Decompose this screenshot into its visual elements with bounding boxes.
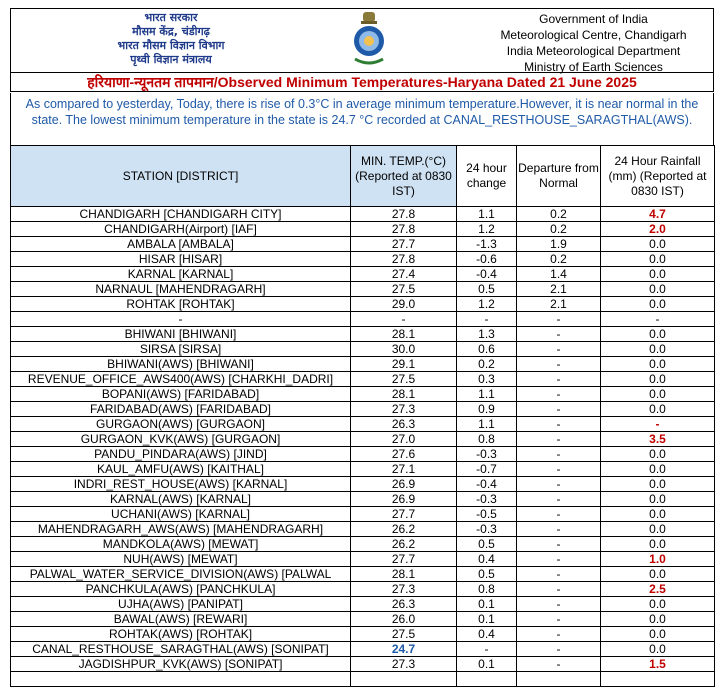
rainfall-cell: 1.0 xyxy=(601,552,715,567)
departure-cell: 1.9 xyxy=(517,237,601,252)
station-cell: JAGDISHPUR_KVK(AWS) [SONIPAT] xyxy=(11,657,351,672)
min-temp-cell: 27.5 xyxy=(351,627,457,642)
change-cell: -0.4 xyxy=(457,477,517,492)
english-line: Ministry of Earth Sciences xyxy=(524,60,663,74)
change-cell: 0.8 xyxy=(457,582,517,597)
min-temp-cell: 27.5 xyxy=(351,372,457,387)
min-temp-cell: 27.1 xyxy=(351,462,457,477)
min-temp-cell: 27.8 xyxy=(351,222,457,237)
departure-cell: - xyxy=(517,552,601,567)
min-temp-cell: 29.0 xyxy=(351,297,457,312)
change-cell: 0.8 xyxy=(457,432,517,447)
change-cell: 1.2 xyxy=(457,222,517,237)
station-cell: - xyxy=(11,312,351,327)
station-cell: ROHTAK(AWS) [ROHTAK] xyxy=(11,627,351,642)
min-temp-cell: - xyxy=(351,312,457,327)
table-row xyxy=(11,432,715,447)
min-temp-cell: 27.3 xyxy=(351,402,457,417)
table-header-row xyxy=(11,146,715,207)
col-min-temp: MIN. TEMP.(°C) (Reported at 0830 IST) xyxy=(351,146,457,207)
change-cell: -0.3 xyxy=(457,522,517,537)
min-temp-cell: 29.1 xyxy=(351,357,457,372)
rainfall-cell: 3.5 xyxy=(601,432,715,447)
departure-cell: - xyxy=(517,537,601,552)
table-row xyxy=(11,582,715,597)
min-temp-cell: 27.3 xyxy=(351,582,457,597)
col-24h-change: 24 hour change xyxy=(457,146,517,207)
station-cell: INDRI_REST_HOUSE(AWS) [KARNAL] xyxy=(11,477,351,492)
departure-cell: - xyxy=(517,372,601,387)
rainfall-cell: 0.0 xyxy=(601,372,715,387)
departure-cell: - xyxy=(517,402,601,417)
change-cell: 0.4 xyxy=(457,552,517,567)
change-cell: 0.6 xyxy=(457,342,517,357)
min-temp-cell xyxy=(351,672,457,687)
rainfall-cell: 0.0 xyxy=(601,342,715,357)
min-temp-cell: 24.7 xyxy=(351,642,457,657)
departure-cell: - xyxy=(517,387,601,402)
rainfall-cell: 0.0 xyxy=(601,447,715,462)
station-cell: HISAR [HISAR] xyxy=(11,252,351,267)
departure-cell: - xyxy=(517,462,601,477)
min-temp-cell: 28.1 xyxy=(351,327,457,342)
departure-cell: - xyxy=(517,312,601,327)
rainfall-cell: 0.0 xyxy=(601,627,715,642)
station-cell: GURGAON(AWS) [GURGAON] xyxy=(11,417,351,432)
min-temp-cell: 26.2 xyxy=(351,522,457,537)
table-row xyxy=(11,207,715,222)
col-station: STATION [DISTRICT] xyxy=(11,146,351,207)
table-row xyxy=(11,312,715,327)
change-cell: -0.7 xyxy=(457,462,517,477)
rainfall-cell: 0.0 xyxy=(601,537,715,552)
rainfall-cell: 0.0 xyxy=(601,387,715,402)
station-cell: BOPANI(AWS) [FARIDABAD] xyxy=(11,387,351,402)
change-cell: 1.3 xyxy=(457,327,517,342)
rainfall-cell: 0.0 xyxy=(601,597,715,612)
rainfall-cell: 2.0 xyxy=(601,222,715,237)
min-temp-cell: 26.2 xyxy=(351,537,457,552)
departure-cell: - xyxy=(517,582,601,597)
min-temp-cell: 27.7 xyxy=(351,552,457,567)
min-temp-cell: 27.8 xyxy=(351,207,457,222)
table-row xyxy=(11,402,715,417)
change-cell: 0.5 xyxy=(457,282,517,297)
summary-text: As compared to yesterday, Today, there is rise of 0.3°C in average minimum temperature.However, it is near normal in the state. The lowest minimum temperature in the state is 24.7 °C recorded at CANAL_RESTHOUSE_SARAGTHAL(AWS). xyxy=(10,93,714,145)
table-row xyxy=(11,222,715,237)
rainfall-cell: 0.0 xyxy=(601,237,715,252)
table-row xyxy=(11,567,715,582)
departure-cell: - xyxy=(517,327,601,342)
col-departure: Departure from Normal xyxy=(517,146,601,207)
departure-cell: - xyxy=(517,342,601,357)
departure-cell: 2.1 xyxy=(517,282,601,297)
hindi-line: भारत मौसम विज्ञान विभाग xyxy=(117,39,225,52)
table-row xyxy=(11,537,715,552)
change-cell xyxy=(457,672,517,687)
min-temp-cell: 27.7 xyxy=(351,237,457,252)
departure-cell: - xyxy=(517,432,601,447)
table-row xyxy=(11,657,715,672)
departure-cell: - xyxy=(517,642,601,657)
change-cell: 1.1 xyxy=(457,387,517,402)
departure-cell: - xyxy=(517,477,601,492)
min-temp-cell: 26.9 xyxy=(351,477,457,492)
min-temp-cell: 27.0 xyxy=(351,432,457,447)
departure-cell: - xyxy=(517,522,601,537)
departure-cell: - xyxy=(517,507,601,522)
table-row xyxy=(11,372,715,387)
change-cell: 0.5 xyxy=(457,567,517,582)
table-row xyxy=(11,417,715,432)
station-cell: REVENUE_OFFICE_AWS400(AWS) [CHARKHI_DADRI] xyxy=(11,372,351,387)
min-temp-cell: 28.1 xyxy=(351,387,457,402)
min-temp-cell: 27.3 xyxy=(351,657,457,672)
departure-cell: - xyxy=(517,492,601,507)
station-cell: ROHTAK [ROHTAK] xyxy=(11,297,351,312)
departure-cell: 0.2 xyxy=(517,252,601,267)
departure-cell: 2.1 xyxy=(517,297,601,312)
rainfall-cell: 2.5 xyxy=(601,582,715,597)
min-temp-cell: 27.4 xyxy=(351,267,457,282)
table-row xyxy=(11,297,715,312)
departure-cell: - xyxy=(517,597,601,612)
station-cell: PANDU_PINDARA(AWS) [JIND] xyxy=(11,447,351,462)
rainfall-cell: 0.0 xyxy=(601,297,715,312)
station-cell: UCHANI(AWS) [KARNAL] xyxy=(11,507,351,522)
departure-cell: 0.2 xyxy=(517,222,601,237)
departure-cell: - xyxy=(517,612,601,627)
station-cell: NARNAUL [MAHENDRAGARH] xyxy=(11,282,351,297)
station-cell: KARNAL(AWS) [KARNAL] xyxy=(11,492,351,507)
table-row xyxy=(11,642,715,657)
change-cell: -0.3 xyxy=(457,492,517,507)
change-cell: -0.4 xyxy=(457,267,517,282)
table-row xyxy=(11,522,715,537)
departure-cell: 1.4 xyxy=(517,267,601,282)
change-cell: 0.9 xyxy=(457,402,517,417)
rainfall-cell xyxy=(601,672,715,687)
change-cell: - xyxy=(457,642,517,657)
station-cell: BAWAL(AWS) [REWARI] xyxy=(11,612,351,627)
change-cell: -1.3 xyxy=(457,237,517,252)
change-cell: - xyxy=(457,312,517,327)
rainfall-cell: 4.7 xyxy=(601,207,715,222)
table-row xyxy=(11,672,715,687)
table-row xyxy=(11,552,715,567)
departure-cell: - xyxy=(517,567,601,582)
rainfall-cell: 0.0 xyxy=(601,507,715,522)
rainfall-cell: - xyxy=(601,417,715,432)
table-row xyxy=(11,252,715,267)
table-row xyxy=(11,597,715,612)
table-row xyxy=(11,267,715,282)
station-cell: FARIDABAD(AWS) [FARIDABAD] xyxy=(11,402,351,417)
table-row xyxy=(11,237,715,252)
col-rainfall: 24 Hour Rainfall (mm) (Reported at 0830 IST) xyxy=(601,146,715,207)
rainfall-cell: 0.0 xyxy=(601,267,715,282)
min-temp-cell: 27.8 xyxy=(351,252,457,267)
rainfall-cell: 1.5 xyxy=(601,657,715,672)
station-cell: UJHA(AWS) [PANIPAT] xyxy=(11,597,351,612)
station-cell: KAUL_AMFU(AWS) [KAITHAL] xyxy=(11,462,351,477)
departure-cell: - xyxy=(517,627,601,642)
station-cell: BHIWANI(AWS) [BHIWANI] xyxy=(11,357,351,372)
departure-cell xyxy=(517,672,601,687)
departure-cell: - xyxy=(517,357,601,372)
change-cell: -0.3 xyxy=(457,447,517,462)
station-cell: MAHENDRAGARH_AWS(AWS) [MAHENDRAGARH] xyxy=(11,522,351,537)
change-cell: 0.5 xyxy=(457,537,517,552)
station-cell: CHANDIGARH(Airport) [IAF] xyxy=(11,222,351,237)
departure-cell: 0.2 xyxy=(517,207,601,222)
rainfall-cell: 0.0 xyxy=(601,402,715,417)
min-temp-cell: 26.3 xyxy=(351,417,457,432)
english-line: Meteorological Centre, Chandigarh xyxy=(500,28,687,42)
station-cell: BHIWANI [BHIWANI] xyxy=(11,327,351,342)
table-body xyxy=(11,207,715,687)
table-row xyxy=(11,327,715,342)
table-row xyxy=(11,387,715,402)
table-row xyxy=(11,342,715,357)
min-temp-cell: 26.0 xyxy=(351,612,457,627)
table-row xyxy=(11,492,715,507)
imd-emblem-icon xyxy=(351,11,387,69)
rainfall-cell: - xyxy=(601,312,715,327)
hindi-header xyxy=(106,11,236,67)
rainfall-cell: 0.0 xyxy=(601,357,715,372)
temperature-table xyxy=(10,145,715,687)
min-temp-cell: 27.5 xyxy=(351,282,457,297)
rainfall-cell: 0.0 xyxy=(601,612,715,627)
min-temp-cell: 26.3 xyxy=(351,597,457,612)
english-line: India Meteorological Department xyxy=(506,44,681,58)
min-temp-cell: 27.6 xyxy=(351,447,457,462)
station-cell: GURGAON_KVK(AWS) [GURGAON] xyxy=(11,432,351,447)
rainfall-cell: 0.0 xyxy=(601,282,715,297)
min-temp-cell: 26.9 xyxy=(351,492,457,507)
min-temp-cell: 30.0 xyxy=(351,342,457,357)
table-row xyxy=(11,612,715,627)
table-row xyxy=(11,507,715,522)
report-header xyxy=(10,8,714,72)
station-cell: CANAL_RESTHOUSE_SARAGTHAL(AWS) [SONIPAT] xyxy=(11,642,351,657)
table-row xyxy=(11,357,715,372)
station-cell: CHANDIGARH [CHANDIGARH CITY] xyxy=(11,207,351,222)
table-row xyxy=(11,627,715,642)
change-cell: -0.6 xyxy=(457,252,517,267)
table-row xyxy=(11,282,715,297)
english-line: Government of India xyxy=(539,12,648,26)
station-cell: PALWAL_WATER_SERVICE_DIVISION(AWS) [PALWAL xyxy=(11,567,351,582)
report-title: हरियाणा-न्यूनतम तापमान/Observed Minimum Temperatures-Haryana Dated 21 June 2025 xyxy=(10,72,714,92)
rainfall-cell: 0.0 xyxy=(601,462,715,477)
rainfall-cell: 0.0 xyxy=(601,642,715,657)
rainfall-cell: 0.0 xyxy=(601,477,715,492)
hindi-line: भारत सरकार xyxy=(144,11,198,24)
min-temp-cell: 27.7 xyxy=(351,507,457,522)
min-temp-cell: 28.1 xyxy=(351,567,457,582)
station-cell: MANDKOLA(AWS) [MEWAT] xyxy=(11,537,351,552)
departure-cell: - xyxy=(517,417,601,432)
change-cell: -0.5 xyxy=(457,507,517,522)
rainfall-cell: 0.0 xyxy=(601,252,715,267)
hindi-line: पृथ्वी विज्ञान मंत्रालय xyxy=(130,53,212,66)
change-cell: 0.3 xyxy=(457,372,517,387)
hindi-line: मौसम केंद्र, चंडीगढ़ xyxy=(132,25,210,38)
departure-cell: - xyxy=(517,447,601,462)
change-cell: 1.1 xyxy=(457,207,517,222)
station-cell: PANCHKULA(AWS) [PANCHKULA] xyxy=(11,582,351,597)
rainfall-cell: 0.0 xyxy=(601,492,715,507)
change-cell: 0.1 xyxy=(457,597,517,612)
station-cell xyxy=(11,672,351,687)
change-cell: 0.2 xyxy=(457,357,517,372)
station-cell: AMBALA [AMBALA] xyxy=(11,237,351,252)
english-header xyxy=(481,11,706,75)
departure-cell: - xyxy=(517,657,601,672)
change-cell: 0.1 xyxy=(457,657,517,672)
rainfall-cell: 0.0 xyxy=(601,522,715,537)
station-cell: SIRSA [SIRSA] xyxy=(11,342,351,357)
change-cell: 1.1 xyxy=(457,417,517,432)
rainfall-cell: 0.0 xyxy=(601,327,715,342)
station-cell: NUH(AWS) [MEWAT] xyxy=(11,552,351,567)
change-cell: 0.1 xyxy=(457,612,517,627)
change-cell: 0.4 xyxy=(457,627,517,642)
change-cell: 1.2 xyxy=(457,297,517,312)
station-cell: KARNAL [KARNAL] xyxy=(11,267,351,282)
table-row xyxy=(11,477,715,492)
table-row xyxy=(11,462,715,477)
rainfall-cell: 0.0 xyxy=(601,567,715,582)
table-row xyxy=(11,447,715,462)
